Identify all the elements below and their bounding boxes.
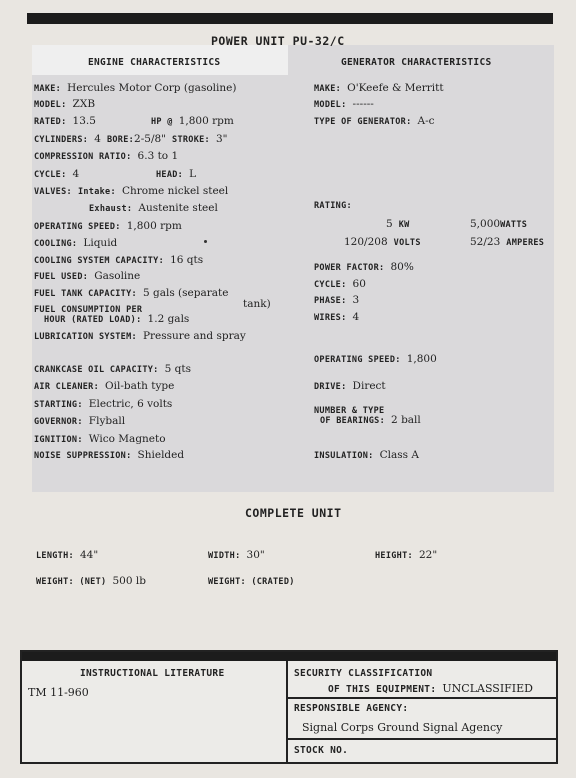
engine-operating-speed-row: [34, 220, 182, 232]
engine-hp-label: HP @: [151, 117, 173, 127]
engine-make-row: [34, 82, 236, 94]
footer-info-box: [20, 650, 558, 764]
engine-governor-row: [34, 415, 125, 427]
engine-model-row: [34, 98, 95, 110]
engine-valves-exhaust-row: [89, 202, 218, 214]
unit-weight-crated-label: WEIGHT: (CRATED): [208, 577, 295, 587]
generator-rating-watts-label: WATTS: [500, 220, 528, 230]
generator-cycle-row: [314, 278, 366, 290]
engine-cylinders-value: 4: [94, 133, 101, 145]
engine-fuel-used-label: FUEL USED:: [34, 272, 89, 282]
engine-model-value: ZXB: [72, 98, 96, 110]
engine-starting-row: [34, 398, 172, 410]
engine-cooling-capacity-value: 16 qts: [170, 254, 204, 266]
top-rule-bar: [27, 13, 553, 24]
engine-fuel-consumption-value: 1.2 gals: [147, 313, 190, 325]
generator-operating-speed-label: OPERATING SPEED:: [314, 355, 401, 365]
engine-fuel-consumption-label1: FUEL CONSUMPTION PER: [34, 305, 143, 315]
engine-governor-label: GOVERNOR:: [34, 417, 83, 427]
generator-heading: GENERATOR CHARACTERISTICS: [341, 57, 492, 68]
generator-insulation-row: [314, 449, 419, 461]
engine-air-cleaner-value: Oil-bath type: [105, 380, 175, 392]
generator-bearings-value: 2 ball: [391, 414, 421, 426]
engine-cooling-row: [34, 237, 117, 249]
engine-operating-speed-label: OPERATING SPEED:: [34, 222, 121, 232]
agency-label: RESPONSIBLE AGENCY:: [294, 703, 409, 714]
engine-intake-label: Intake:: [77, 187, 116, 197]
engine-operating-speed-value: 1,800 rpm: [126, 220, 182, 232]
engine-crankcase-value: 5 qts: [164, 363, 191, 375]
engine-hp-row: [151, 115, 234, 127]
unit-width-label: WIDTH:: [208, 551, 241, 561]
literature-value: TM 11-960: [28, 686, 89, 699]
generator-wires-value: 4: [352, 311, 360, 323]
engine-cooling-value: Liquid: [83, 237, 118, 249]
generator-model-value: ------: [352, 98, 374, 110]
engine-cylinders-row: [34, 133, 228, 145]
unit-height-value: 22": [418, 549, 438, 561]
generator-power-factor-label: POWER FACTOR:: [314, 263, 385, 273]
engine-cycle-label: CYCLE:: [34, 170, 67, 180]
generator-bearings-label2: OF BEARINGS:: [320, 416, 386, 426]
engine-intake-value: Chrome nickel steel: [121, 185, 229, 197]
generator-bearings-row: [320, 414, 421, 426]
generator-model-row: [314, 98, 374, 110]
engine-hp-value: 1,800 rpm: [178, 115, 234, 127]
engine-starting-value: Electric, 6 volts: [88, 398, 173, 410]
engine-ignition-label: IGNITION:: [34, 435, 83, 445]
engine-cycle-row: [34, 168, 79, 180]
generator-rating-kw-value: 5: [386, 218, 393, 230]
engine-cooling-capacity-label: COOLING SYSTEM CAPACITY:: [34, 256, 165, 266]
unit-weight-crated-row: [208, 575, 295, 587]
generator-type-label: TYPE OF GENERATOR:: [314, 117, 412, 127]
generator-rating-watts: [470, 218, 527, 230]
generator-power-factor-row: [314, 261, 414, 273]
generator-phase-label: PHASE:: [314, 296, 347, 306]
engine-cylinders-label: CYLINDERS:: [34, 135, 89, 145]
unit-height-label: HEIGHT:: [375, 551, 413, 561]
engine-exhaust-value: Austenite steel: [138, 202, 218, 214]
document-title: POWER UNIT PU-32/C: [211, 34, 345, 48]
engine-fuel-tank-row: [34, 287, 228, 299]
engine-bore-value: 2-5/8": [134, 133, 166, 145]
engine-stroke-label: STROKE:: [172, 135, 210, 145]
engine-cooling-capacity-row: [34, 254, 203, 266]
engine-valves-label: VALVES:: [34, 187, 72, 197]
engine-noise-value: Shielded: [137, 449, 185, 461]
engine-crankcase-row: [34, 363, 191, 375]
engine-head-value: L: [189, 168, 197, 180]
generator-drive-label: DRIVE:: [314, 382, 347, 392]
generator-insulation-label: INSULATION:: [314, 451, 374, 461]
generator-drive-row: [314, 380, 386, 392]
engine-fuel-tank-label: FUEL TANK CAPACITY:: [34, 289, 137, 299]
generator-make-value: O'Keefe & Merritt: [347, 82, 444, 94]
generator-rating-label: RATING:: [314, 201, 352, 211]
unit-width-value: 30": [246, 549, 265, 561]
generator-rating-kw-label: KW: [398, 220, 410, 230]
security-label-line2: OF THIS EQUIPMENT:: [328, 684, 437, 695]
unit-weight-net-label: WEIGHT: (NET): [36, 577, 107, 587]
stray-dot-mark: [204, 240, 207, 243]
generator-rating-kw: [386, 218, 410, 230]
engine-valves-intake-row: [34, 185, 228, 197]
engine-ignition-row: [34, 433, 166, 445]
engine-model-label: MODEL:: [34, 100, 67, 110]
generator-rating-amps-label: AMPERES: [506, 238, 545, 248]
engine-compression-label: COMPRESSION RATIO:: [34, 152, 132, 162]
engine-fuel-used-row: [34, 270, 140, 282]
generator-make-row: [314, 82, 444, 94]
unit-length-row: [36, 549, 98, 561]
engine-starting-label: STARTING:: [34, 400, 83, 410]
engine-lubrication-value: Pressure and spray: [142, 330, 246, 342]
generator-insulation-value: Class A: [379, 449, 419, 461]
engine-noise-row: [34, 449, 184, 461]
engine-lubrication-label: LUBRICATION SYSTEM:: [34, 332, 137, 342]
security-row: [328, 682, 533, 695]
engine-crankcase-label: CRANKCASE OIL CAPACITY:: [34, 365, 159, 375]
generator-rating-volts: [344, 236, 421, 248]
unit-weight-net-value: 500 lb: [112, 575, 146, 587]
engine-rated-value: 13.5: [72, 115, 96, 127]
engine-air-cleaner-row: [34, 380, 174, 392]
engine-heading: ENGINE CHARACTERISTICS: [88, 57, 221, 68]
unit-length-label: LENGTH:: [36, 551, 74, 561]
footer-divider-2: [288, 738, 556, 740]
complete-unit-heading: COMPLETE UNIT: [245, 506, 342, 520]
footer-top-bar: [22, 652, 556, 661]
unit-weight-net-row: [36, 575, 146, 587]
unit-length-value: 44": [79, 549, 99, 561]
engine-head-label: HEAD:: [156, 170, 184, 180]
engine-compression-row: [34, 150, 178, 162]
engine-make-value: Hercules Motor Corp (gasoline): [67, 82, 237, 94]
engine-rated-row: [34, 115, 96, 127]
generator-rating-amps-value: 52/23: [470, 236, 501, 248]
generator-operating-speed-row: [314, 353, 437, 365]
stock-number-label: STOCK NO.: [294, 745, 349, 756]
engine-fuel-tank-value: 5 gals (separate: [142, 287, 229, 299]
generator-rating-volts-label: VOLTS: [393, 238, 421, 248]
generator-power-factor-value: 80%: [390, 261, 414, 273]
engine-lubrication-row: [34, 330, 246, 342]
generator-model-label: MODEL:: [314, 100, 347, 110]
engine-fuel-consumption-label2: HOUR (RATED LOAD):: [44, 315, 142, 325]
generator-cycle-value: 60: [352, 278, 366, 290]
generator-drive-value: Direct: [352, 380, 386, 392]
generator-rating-volts-value: 120/208: [344, 236, 388, 248]
engine-air-cleaner-label: AIR CLEANER:: [34, 382, 100, 392]
security-value: UNCLASSIFIED: [442, 682, 534, 695]
generator-phase-value: 3: [352, 294, 360, 306]
agency-value: Signal Corps Ground Signal Agency: [302, 721, 503, 734]
engine-make-label: MAKE:: [34, 84, 62, 94]
generator-type-value: A-c: [417, 115, 435, 127]
generator-phase-row: [314, 294, 359, 306]
engine-ignition-value: Wico Magneto: [88, 433, 166, 445]
generator-make-label: MAKE:: [314, 84, 342, 94]
generator-rating-watts-value: 5,000: [470, 218, 501, 230]
engine-head-row: [156, 168, 196, 180]
engine-cycle-value: 4: [72, 168, 80, 180]
engine-rated-label: RATED:: [34, 117, 67, 127]
generator-cycle-label: CYCLE:: [314, 280, 347, 290]
engine-stroke-value: 3": [216, 133, 228, 145]
generator-wires-row: [314, 311, 359, 323]
generator-bearings-label1: NUMBER & TYPE: [314, 406, 385, 416]
engine-governor-value: Flyball: [88, 415, 126, 427]
engine-fuel-tank-value-cont: tank): [243, 298, 271, 310]
engine-exhaust-label: Exhaust:: [89, 204, 133, 214]
engine-cooling-label: COOLING:: [34, 239, 78, 249]
footer-divider-1: [288, 697, 556, 699]
literature-label: INSTRUCTIONAL LITERATURE: [80, 668, 225, 679]
generator-operating-speed-value: 1,800: [406, 353, 437, 365]
engine-compression-value: 6.3 to 1: [137, 150, 179, 162]
generator-rating-amps: [470, 236, 544, 248]
engine-fuel-used-value: Gasoline: [94, 270, 141, 282]
unit-width-row: [208, 549, 265, 561]
engine-noise-label: NOISE SUPPRESSION:: [34, 451, 132, 461]
engine-fuel-consumption-row: [44, 313, 189, 325]
generator-wires-label: WIRES:: [314, 313, 347, 323]
engine-bore-label: BORE:: [106, 135, 135, 145]
security-label-line1: SECURITY CLASSIFICATION: [294, 668, 433, 679]
generator-type-row: [314, 115, 435, 127]
footer-vertical-divider: [286, 661, 288, 762]
unit-height-row: [375, 549, 437, 561]
